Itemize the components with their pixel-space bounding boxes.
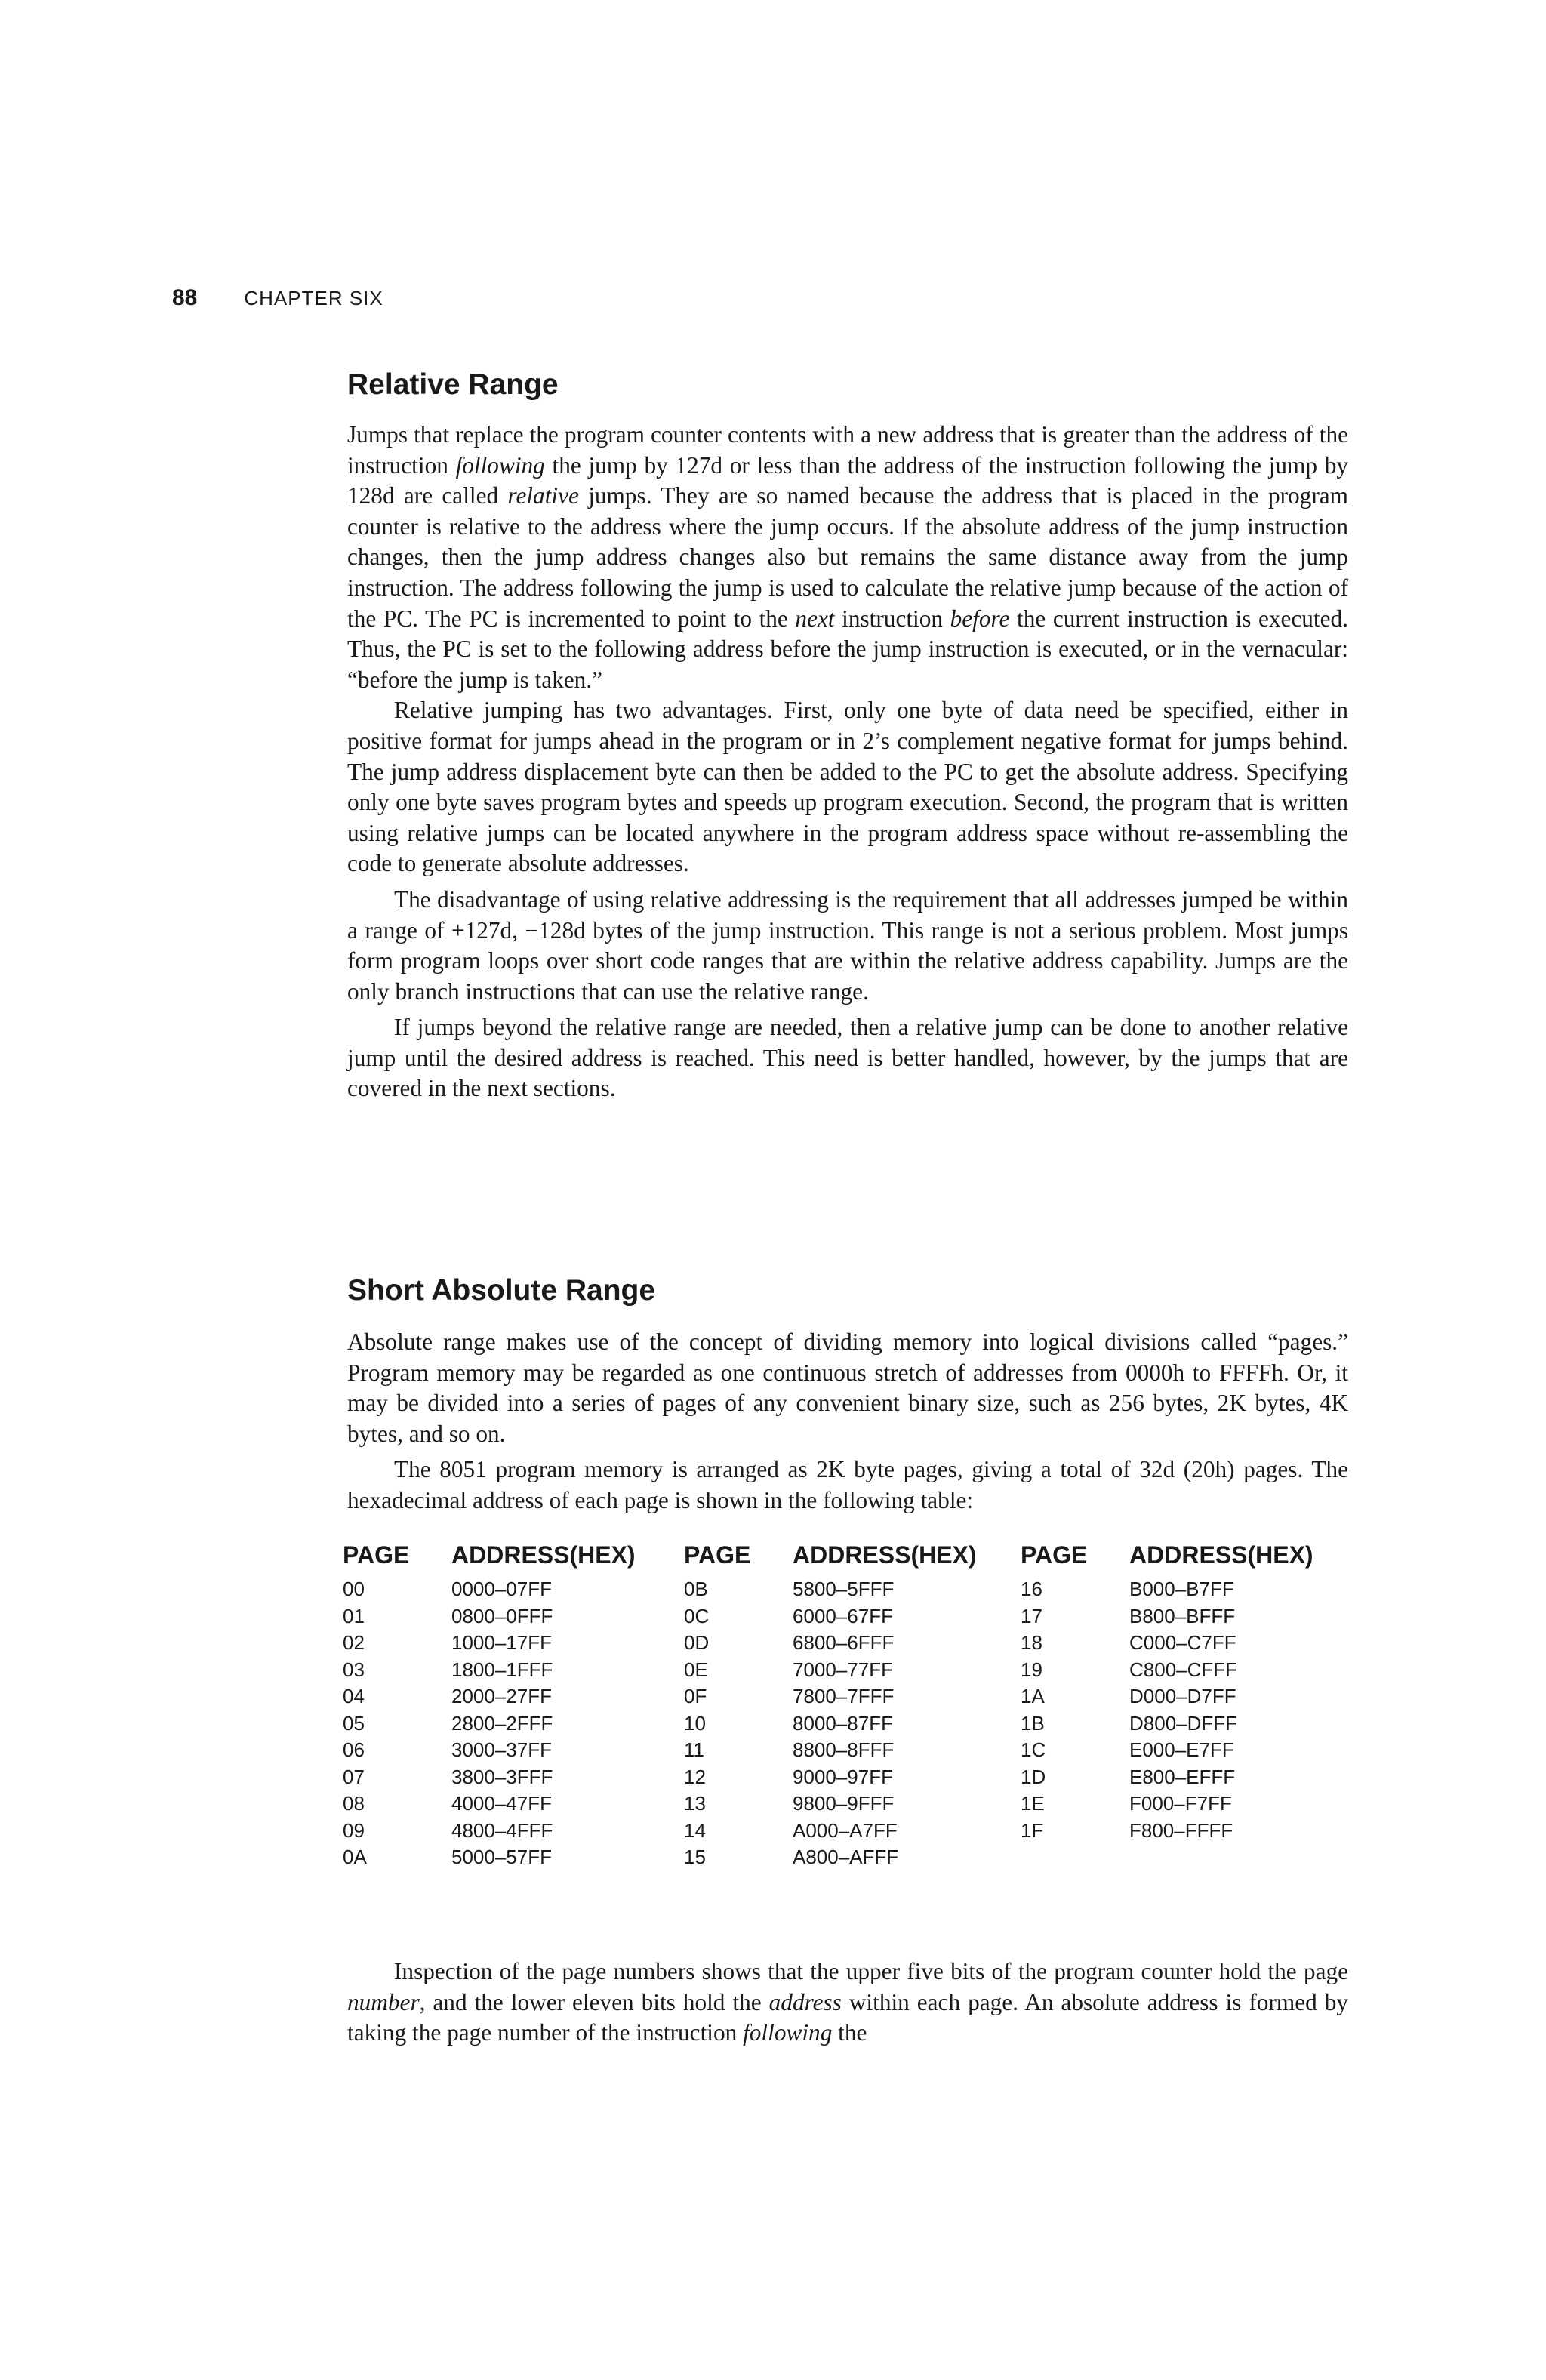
- page-cell: 1D: [1021, 1765, 1046, 1788]
- page-cell: 07: [343, 1765, 365, 1788]
- page-cell: 10: [684, 1711, 706, 1735]
- table-row: [343, 1710, 1362, 1738]
- address-cell: 6000–67FF: [793, 1604, 893, 1627]
- page-cell: 0A: [343, 1846, 367, 1869]
- page-cell: 0B: [684, 1578, 708, 1601]
- address-cell: 9000–97FF: [793, 1765, 893, 1788]
- page-cell: 1B: [1021, 1711, 1045, 1735]
- page-cell: 11: [684, 1738, 704, 1762]
- page-cell: 15: [684, 1846, 706, 1869]
- page-cell: 1E: [1021, 1792, 1045, 1815]
- table-row: [343, 1683, 1362, 1710]
- address-cell: 7000–77FF: [793, 1658, 893, 1681]
- inspection-section: [347, 1957, 1348, 2049]
- table-row: [343, 1818, 1362, 1845]
- short-absolute-range-paragraph-1: Absolute range makes use of the concept of dividing memory into logical divisions called “pages.” Program memory may be regarded as one continuous stretch of addresses from 0000h to FFFFh. Or, it may be divided into a series of pages of any convenient binary size, such as 256 bytes, 2K bytes, 4K bytes, and so on.: [347, 1329, 1348, 1447]
- page-cell: 1C: [1021, 1738, 1046, 1762]
- table-header-cell: PAGE: [684, 1541, 751, 1569]
- table-header-cell: ADDRESS(HEX): [451, 1541, 636, 1569]
- inspection-paragraph: Inspection of the page numbers shows that the upper five bits of the program counter hold the page number, and the lower eleven bits hold the address within each page. An absolute address is formed by taking the page number of the instruction following the: [347, 1958, 1349, 2046]
- relative-range-paragraph-2: Relative jumping has two advantages. First, only one byte of data need be specified, either in positive format for jumps ahead in the program or in 2’s complement negative format for jumps behind. The jump address displacement byte can then be added to the PC to get the absolute address. Specifying only one byte saves program bytes and speeds up program execution. Second, the program that is written using relative jumps can be located anywhere in the program address space without re-assembling the code to generate absolute addresses.: [347, 697, 1348, 877]
- page-cell: 09: [343, 1818, 365, 1842]
- address-cell: A000–A7FF: [793, 1818, 898, 1842]
- address-cell: B000–B7FF: [1129, 1578, 1234, 1601]
- table-row: [343, 1764, 1362, 1791]
- relative-range-heading: Relative Range: [347, 368, 559, 401]
- table-row: [343, 1657, 1362, 1684]
- page-cell: 06: [343, 1738, 365, 1762]
- page-cell: 18: [1021, 1631, 1042, 1655]
- table-header-cell: PAGE: [343, 1541, 410, 1569]
- address-cell: 4800–4FFF: [451, 1818, 553, 1842]
- page-cell: 19: [1021, 1658, 1042, 1681]
- page-cell: 05: [343, 1711, 365, 1735]
- address-cell: 6800–6FFF: [793, 1631, 895, 1655]
- address-cell: 0800–0FFF: [451, 1604, 553, 1627]
- address-cell: 5800–5FFF: [793, 1578, 895, 1601]
- page-number: 88: [172, 285, 198, 310]
- address-cell: E800–EFFF: [1129, 1765, 1236, 1788]
- relative-range-paragraph-3: The disadvantage of using relative addressing is the requirement that all addresses jumped be within a range of +127d, −128d bytes of the jump instruction. This range is not a serious problem. Most jumps form program loops over short code ranges that are within the relative address capability. Jumps are the only branch instructions that can use the relative range.: [347, 885, 1348, 1005]
- relative-range-paragraph-1: Jumps that replace the program counter contents with a new address that is greater than the address of the instruction following the jump by 127d or less than the address of the instruction following the jump by 128d are called relative jumps. They are so named because the address that is placed in the program counter is relative to the address where the jump occurs. If the absolute address of the jump instruction changes, then the jump address changes also but remains the same distance away from the jump instruction. The address following the jump is used to calculate the relative jump because of the action of the PC. The PC is incremented to point to the next instruction before the current instruction is executed. Thus, the PC is set to the following address before the jump instruction is executed, or in the vernacular: “before the jump is taken.”: [347, 421, 1348, 693]
- address-cell: [1129, 1844, 1362, 1871]
- address-cell: F800–FFFF: [1129, 1818, 1233, 1842]
- address-cell: 1800–1FFF: [451, 1658, 553, 1681]
- table-row: [343, 1790, 1362, 1818]
- page-cell: 04: [343, 1685, 365, 1708]
- table-row: [343, 1630, 1362, 1657]
- address-cell: 8800–8FFF: [793, 1738, 895, 1762]
- page-cell: 0E: [684, 1658, 708, 1681]
- address-cell: C000–C7FF: [1129, 1631, 1236, 1655]
- page-cell: 0C: [684, 1604, 710, 1627]
- address-cell: 7800–7FFF: [793, 1685, 895, 1708]
- address-cell: A800–AFFF: [793, 1846, 899, 1869]
- address-cell: 1000–17FF: [451, 1631, 552, 1655]
- table-row: [343, 1603, 1362, 1630]
- address-cell: D800–DFFF: [1129, 1711, 1238, 1735]
- address-cell: 5000–57FF: [451, 1846, 552, 1869]
- address-cell: 3800–3FFF: [451, 1765, 553, 1788]
- page-cell: [1021, 1844, 1129, 1871]
- table-header-row: [343, 1541, 1362, 1576]
- page-cell: 14: [684, 1818, 706, 1842]
- table-body: [343, 1576, 1362, 1871]
- address-cell: 8000–87FF: [793, 1711, 893, 1735]
- address-cell: C800–CFFF: [1129, 1658, 1238, 1681]
- page-cell: 16: [1021, 1578, 1042, 1601]
- relative-range-paragraph-4: If jumps beyond the relative range are needed, then a relative jump can be done to another relative jump until the desired address is reached. This need is better handled, however, by the jumps that are covered in the next sections.: [347, 1014, 1348, 1102]
- address-cell: B800–BFFF: [1129, 1604, 1236, 1627]
- page-cell: 17: [1021, 1604, 1042, 1627]
- page-cell: 1F: [1021, 1818, 1044, 1842]
- page-cell: 03: [343, 1658, 365, 1681]
- page-cell: 13: [684, 1792, 706, 1815]
- table-header-cell: ADDRESS(HEX): [793, 1541, 977, 1569]
- page-header: [172, 285, 383, 311]
- page-cell: 08: [343, 1792, 365, 1815]
- table-row: [343, 1737, 1362, 1764]
- page-cell: 12: [684, 1765, 706, 1788]
- address-cell: D000–D7FF: [1129, 1685, 1236, 1708]
- page-cell: 0F: [684, 1685, 707, 1708]
- address-cell: 2000–27FF: [451, 1685, 552, 1708]
- address-cell: 3000–37FF: [451, 1738, 552, 1762]
- address-cell: F000–F7FF: [1129, 1792, 1232, 1815]
- page-cell: 02: [343, 1631, 365, 1655]
- address-cell: E000–E7FF: [1129, 1738, 1234, 1762]
- address-cell: 4000–47FF: [451, 1792, 552, 1815]
- page-cell: 00: [343, 1578, 365, 1601]
- address-cell: 0000–07FF: [451, 1578, 552, 1601]
- short-absolute-range-heading: Short Absolute Range: [347, 1274, 656, 1307]
- page-address-table: [343, 1541, 1362, 1871]
- address-cell: 2800–2FFF: [451, 1711, 553, 1735]
- relative-range-section: [347, 368, 1348, 1104]
- short-absolute-range-paragraph-2: The 8051 program memory is arranged as 2K byte pages, giving a total of 32d (20h) pages. The hexadecimal address of each page is shown in the following table:: [347, 1456, 1348, 1513]
- page-cell: 1A: [1021, 1685, 1045, 1708]
- page-cell: 01: [343, 1604, 365, 1627]
- table-row: [343, 1576, 1362, 1603]
- table-header-cell: ADDRESS(HEX): [1129, 1541, 1313, 1569]
- chapter-label: CHAPTER SIX: [244, 287, 383, 309]
- page-cell: 0D: [684, 1631, 710, 1655]
- short-absolute-range-section: [347, 1274, 1348, 1516]
- table-header-cell: PAGE: [1021, 1541, 1088, 1569]
- address-cell: 9800–9FFF: [793, 1792, 895, 1815]
- table-row: [343, 1844, 1362, 1871]
